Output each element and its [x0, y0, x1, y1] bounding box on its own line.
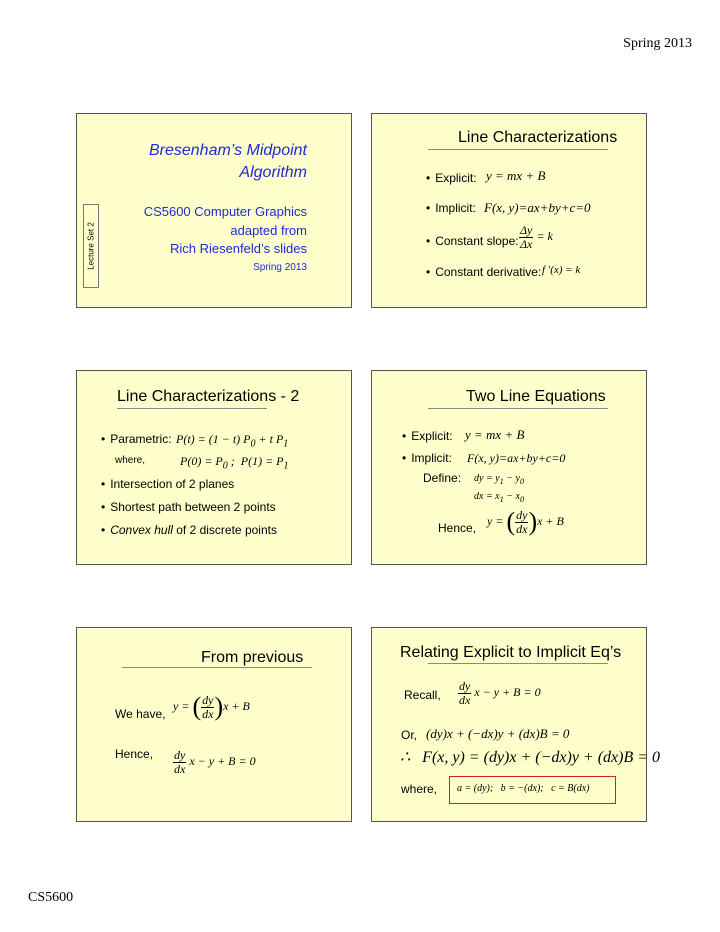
bullet-implicit: • Implicit:	[426, 201, 476, 215]
title-underline	[428, 663, 608, 664]
slide-title: Line Characterizations - 2	[117, 388, 300, 405]
hence-label: Hence,	[115, 747, 154, 761]
eq-therefore: ∴ F(x, y) = (dy)x + (−dx)y + (dx)B = 0	[400, 749, 661, 766]
slide-line-characterizations-2	[76, 370, 352, 565]
author-text: Rich Riesenfeld’s slides	[169, 241, 307, 256]
eq-parametric: P(t) = (1 − t) $P_0 + t$ $P_1$	[176, 432, 289, 450]
or-label: Or,	[401, 728, 418, 742]
we-have-label: We have,	[115, 707, 166, 721]
lecture-set-label: Lecture Set 2	[83, 204, 99, 288]
where-label: where,	[401, 782, 438, 796]
slide-two-line-equations	[371, 370, 647, 565]
eq-implicit: F(x, y)=ax+by+c=0	[484, 200, 591, 215]
where-label: where,	[115, 455, 146, 466]
slide-title-line2: Algorithm	[239, 164, 307, 181]
recall-label: Recall,	[404, 688, 441, 702]
slide-title	[76, 113, 352, 308]
page-header: Spring 2013	[623, 36, 692, 51]
bullet-shortest-path: • Shortest path between 2 points	[101, 500, 276, 514]
eq-or: (dy)x + (−dx)y + (dx)B = 0	[426, 726, 570, 741]
eq-define-dy: dy = $y_1 - y_0$	[474, 473, 525, 486]
bullet-explicit: • Explicit:	[402, 429, 453, 443]
bullet-parametric: • Parametric:	[101, 432, 172, 446]
eq-derivative: f ′(x) = k	[542, 264, 581, 276]
bullet-derivative: • Constant derivative:	[426, 265, 542, 279]
bullet-convex-hull: • Convex hull of 2 discrete points	[101, 523, 277, 537]
title-underline	[122, 667, 312, 668]
eq-hence: y = ( $\frac{dy}{dx}$ )x + B	[487, 507, 564, 536]
title-underline	[428, 408, 608, 409]
course-name: CS5600 Computer Graphics	[143, 204, 307, 219]
adapted-text: adapted from	[230, 223, 307, 238]
slide-title: Relating Explicit to Implicit Eq’s	[400, 644, 622, 661]
eq-recall: $\frac{dy}{dx}$ x − y + B = 0	[459, 679, 541, 707]
slide-from-previous	[76, 627, 352, 822]
page-footer: CS5600	[28, 890, 74, 905]
eq-hence: $\frac{dy}{dx}$ x − y + B = 0	[174, 748, 256, 776]
eq-implicit: F(x, y)=ax+by+c=0	[467, 451, 566, 465]
slide-title: Line Characterizations	[458, 129, 618, 146]
slide-title: Two Line Equations	[466, 388, 606, 405]
slide-title: From previous	[201, 649, 304, 666]
slide-relating-explicit-implicit	[371, 627, 661, 822]
title-underline	[117, 408, 267, 409]
eq-define-dx: dx = $x_1 - x_0$	[474, 491, 525, 504]
title-underline	[428, 149, 608, 150]
eq-explicit: y = mx + B	[486, 168, 546, 183]
eq-coefficients: a = (dy); b = −(dx); c = B(dx)	[457, 783, 590, 794]
slide-title-line1: Bresenham’s Midpoint	[148, 142, 307, 159]
bullet-implicit: • Implicit:	[402, 451, 452, 465]
bullet-explicit: • Explicit:	[426, 171, 477, 185]
slide-line-characterizations	[371, 113, 647, 308]
eq-slope: $\frac{\Delta y}{\Delta x}$ = k	[520, 223, 553, 251]
eq-endpoints: $P(0) = P_0$ ; $P(1) = P_1$	[180, 454, 289, 472]
eq-explicit: y = mx + B	[465, 427, 525, 442]
bullet-intersection: • Intersection of 2 planes	[101, 477, 235, 491]
hence-label: Hence,	[438, 521, 477, 535]
bullet-slope: • Constant slope:	[426, 234, 519, 248]
term-text: Spring 2013	[253, 262, 307, 273]
eq-we-have: y = ( $\frac{dy}{dx}$ )x + B	[173, 692, 250, 721]
define-label: Define:	[423, 471, 462, 485]
